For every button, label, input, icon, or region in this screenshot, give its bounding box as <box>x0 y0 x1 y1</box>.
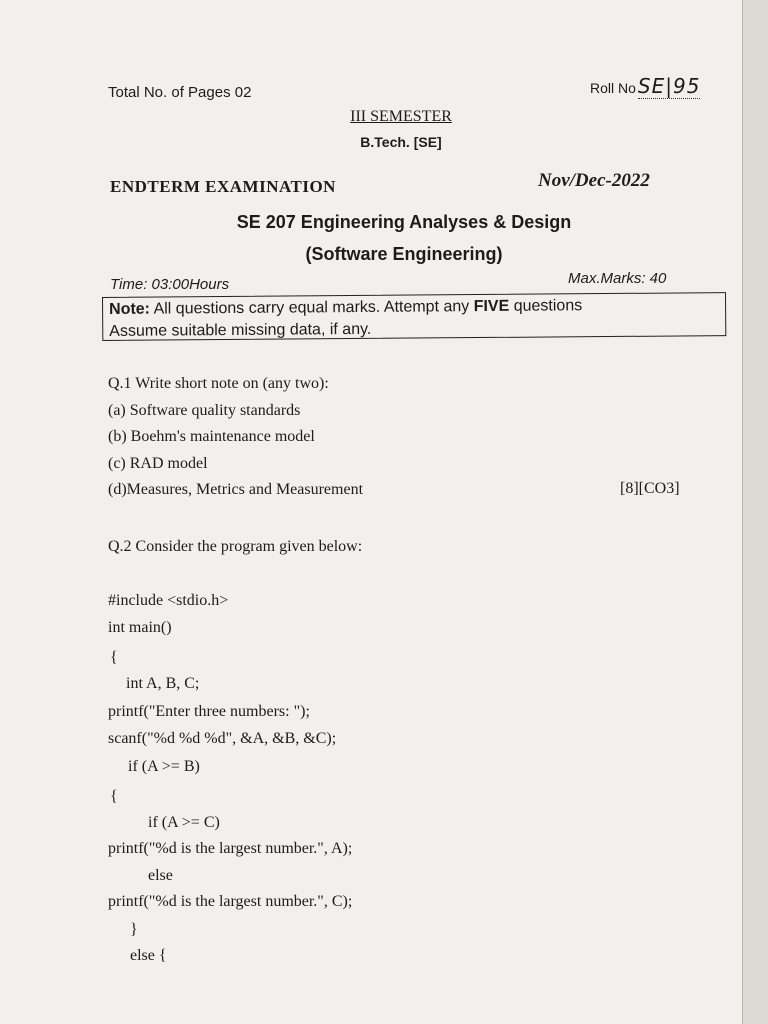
question-1-marks: [8][CO3] <box>620 480 680 497</box>
roll-number <box>590 74 700 98</box>
note-line-1: Note: All questions carry equal marks. Attempt any FIVE questions <box>109 297 583 318</box>
code-line: } <box>130 921 138 938</box>
question-1-stem: Q.1 Write short note on (any two): <box>108 375 329 392</box>
exam-duration: Time: 03:00Hours <box>110 276 230 293</box>
roll-handwritten-value: SE|95 <box>637 74 701 98</box>
question-1-option-b: (b) Boehm's maintenance model <box>108 428 315 445</box>
exam-title: ENDTERM EXAMINATION <box>110 177 336 196</box>
code-line: else { <box>130 947 167 964</box>
note-five: FIVE <box>473 297 510 316</box>
question-2-stem: Q.2 Consider the program given below: <box>108 538 363 555</box>
programme-heading: B.Tech. [SE] <box>360 134 442 150</box>
total-pages: Total No. of Pages 02 <box>108 84 252 101</box>
note-label: Note: <box>109 300 151 318</box>
instructions-note-box <box>102 292 726 341</box>
code-line: printf("%d is the largest number.", C); <box>108 893 353 910</box>
code-line: #include <stdio.h> <box>108 592 229 609</box>
max-marks: Max.Marks: 40 <box>568 270 667 287</box>
course-title: SE 207 Engineering Analyses & Design <box>236 212 572 232</box>
question-1-option-c: (c) RAD model <box>108 455 208 472</box>
code-line: scanf("%d %d %d", &A, &B, &C); <box>108 730 337 747</box>
semester-heading: III SEMESTER <box>350 108 452 125</box>
roll-label: Roll No <box>590 80 636 96</box>
note-line-2: Assume suitable missing data, if any. <box>109 320 372 340</box>
question-1-option-d: (d)Measures, Metrics and Measurement <box>108 481 364 498</box>
exam-session: Nov/Dec-2022 <box>538 170 650 191</box>
code-line: if (A >= B) <box>128 758 200 775</box>
question-1-option-a: (a) Software quality standards <box>108 402 301 419</box>
code-line: { <box>110 649 118 666</box>
next-page-edge <box>742 0 768 1024</box>
course-subtitle: (Software Engineering) <box>305 244 503 264</box>
code-line: else <box>148 867 173 884</box>
code-line: printf("Enter three numbers: "); <box>108 703 310 720</box>
code-line: printf("%d is the largest number.", A); <box>108 840 353 857</box>
code-line: { <box>110 788 118 805</box>
code-line: int A, B, C; <box>126 675 200 692</box>
code-line: int main() <box>108 619 172 636</box>
code-line: if (A >= C) <box>148 814 220 831</box>
